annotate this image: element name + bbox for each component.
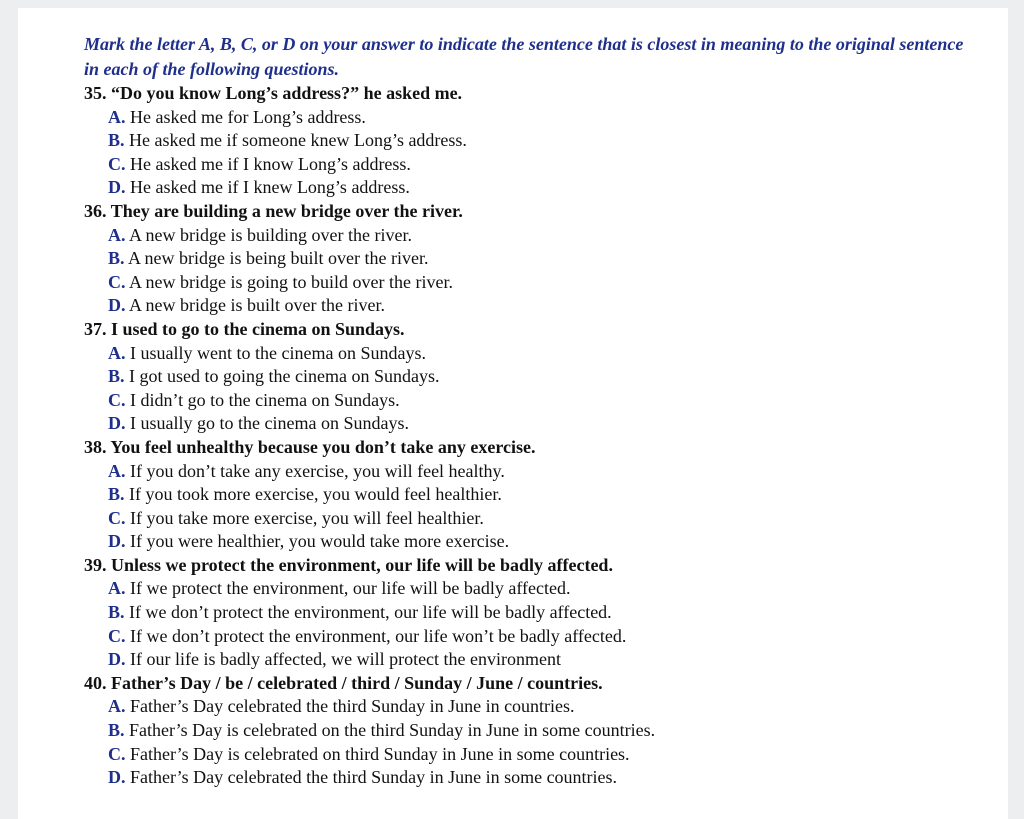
option-a[interactable]: [84, 695, 974, 719]
question-text: You feel unhealthy because you don’t take any exercise.: [110, 436, 536, 457]
option-text: I usually go to the cinema on Sundays.: [130, 413, 409, 434]
option-letter: C.: [108, 153, 126, 174]
question-prompt: [84, 200, 974, 224]
option-letter: C.: [108, 743, 126, 764]
question-number: 35.: [84, 83, 107, 103]
option-letter: A.: [108, 224, 126, 245]
option-a[interactable]: [84, 577, 974, 601]
option-letter: C.: [108, 389, 126, 410]
option-a[interactable]: [84, 106, 974, 130]
option-d[interactable]: [84, 294, 974, 318]
option-d[interactable]: [84, 530, 974, 554]
option-letter: D.: [108, 295, 126, 316]
option-text: A new bridge is building over the river.: [129, 224, 412, 245]
option-text: A new bridge is built over the river.: [129, 295, 385, 316]
option-text: I usually went to the cinema on Sundays.: [130, 342, 426, 363]
option-c[interactable]: [84, 271, 974, 295]
option-text: If we don’t protect the environment, our life won’t be badly affected.: [130, 625, 627, 646]
option-text: Father’s Day celebrated the third Sunday in June in some countries.: [130, 767, 618, 788]
option-b[interactable]: [84, 483, 974, 507]
option-letter: A.: [108, 460, 126, 481]
option-text: He asked me for Long’s address.: [130, 106, 366, 127]
option-text: I got used to going the cinema on Sundays.: [129, 366, 440, 387]
option-text: If you took more exercise, you would feel healthier.: [129, 484, 502, 505]
option-b[interactable]: [84, 365, 974, 389]
option-text: I didn’t go to the cinema on Sundays.: [130, 389, 400, 410]
question-number: 39.: [84, 554, 107, 575]
question-prompt: [84, 436, 974, 460]
instruction-text: Mark the letter A, B, C, or D on your answer to indicate the sentence that is closest in meaning to the original sentence in each of the following questions.: [84, 34, 964, 79]
option-text: Father’s Day is celebrated on third Sunday in June in some countries.: [130, 743, 630, 764]
option-b[interactable]: [84, 601, 974, 625]
option-text: If you don’t take any exercise, you will feel healthy.: [130, 460, 505, 481]
option-c[interactable]: [84, 153, 974, 177]
option-c[interactable]: [84, 743, 974, 767]
option-text: If we don’t protect the environment, our life will be badly affected.: [129, 602, 612, 623]
option-a[interactable]: [84, 224, 974, 248]
option-letter: A.: [108, 106, 126, 127]
option-text: Father’s Day is celebrated on the third Sunday in June in some countries.: [129, 720, 656, 741]
option-letter: D.: [108, 413, 126, 434]
option-letter: B.: [108, 130, 125, 151]
option-text: He asked me if I knew Long’s address.: [130, 177, 410, 198]
option-d[interactable]: [84, 412, 974, 436]
option-b[interactable]: [84, 247, 974, 271]
option-b[interactable]: [84, 719, 974, 743]
question-prompt: [84, 318, 974, 342]
option-letter: B.: [108, 248, 125, 269]
question-prompt: [84, 82, 974, 106]
question-40: [84, 672, 974, 790]
option-d[interactable]: [84, 648, 974, 672]
option-letter: A.: [108, 342, 126, 363]
question-text: Unless we protect the environment, our life will be badly affected.: [111, 554, 613, 575]
option-d[interactable]: [84, 766, 974, 790]
option-text: Father’s Day celebrated the third Sunday in June in countries.: [130, 696, 575, 717]
question-prompt: [84, 672, 974, 696]
option-text: He asked me if I know Long’s address.: [130, 153, 411, 174]
option-letter: D.: [108, 177, 126, 198]
option-letter: B.: [108, 720, 125, 741]
option-text: If you take more exercise, you will feel healthier.: [130, 507, 484, 528]
question-38: [84, 436, 974, 554]
option-letter: C.: [108, 271, 126, 292]
option-a[interactable]: [84, 460, 974, 484]
question-prompt: [84, 554, 974, 578]
option-letter: C.: [108, 625, 126, 646]
option-text: If you were healthier, you would take more exercise.: [130, 531, 510, 552]
question-number: 38.: [84, 436, 107, 457]
option-letter: C.: [108, 507, 126, 528]
option-a[interactable]: [84, 342, 974, 366]
document-content: [84, 32, 974, 790]
option-letter: B.: [108, 366, 125, 387]
option-text: A new bridge is being built over the river.: [128, 248, 429, 269]
option-text: If we protect the environment, our life will be badly affected.: [130, 578, 571, 599]
document-page: [18, 8, 1008, 819]
option-text: A new bridge is going to build over the river.: [129, 271, 453, 292]
question-text: Father’s Day / be / celebrated / third / Sunday / June / countries.: [111, 672, 603, 693]
question-37: [84, 318, 974, 436]
question-36: [84, 200, 974, 318]
option-b[interactable]: [84, 129, 974, 153]
option-letter: B.: [108, 602, 125, 623]
option-letter: D.: [108, 531, 126, 552]
question-text: “Do you know Long’s address?” he asked me.: [111, 83, 463, 103]
question-39: [84, 554, 974, 672]
option-letter: A.: [108, 578, 126, 599]
option-d[interactable]: [84, 176, 974, 200]
option-text: He asked me if someone knew Long’s address.: [129, 130, 467, 151]
option-letter: D.: [108, 767, 126, 788]
question-number: 40.: [84, 672, 107, 693]
question-text: I used to go to the cinema on Sundays.: [111, 318, 405, 339]
option-text: If our life is badly affected, we will protect the environment: [130, 649, 562, 670]
question-number: 36.: [84, 200, 107, 221]
option-c[interactable]: [84, 625, 974, 649]
option-letter: A.: [108, 696, 126, 717]
question-35: [84, 82, 974, 200]
question-text: They are building a new bridge over the river.: [110, 200, 463, 221]
question-number: 37.: [84, 318, 107, 339]
option-letter: D.: [108, 649, 126, 670]
option-c[interactable]: [84, 389, 974, 413]
option-letter: B.: [108, 484, 125, 505]
option-c[interactable]: [84, 507, 974, 531]
